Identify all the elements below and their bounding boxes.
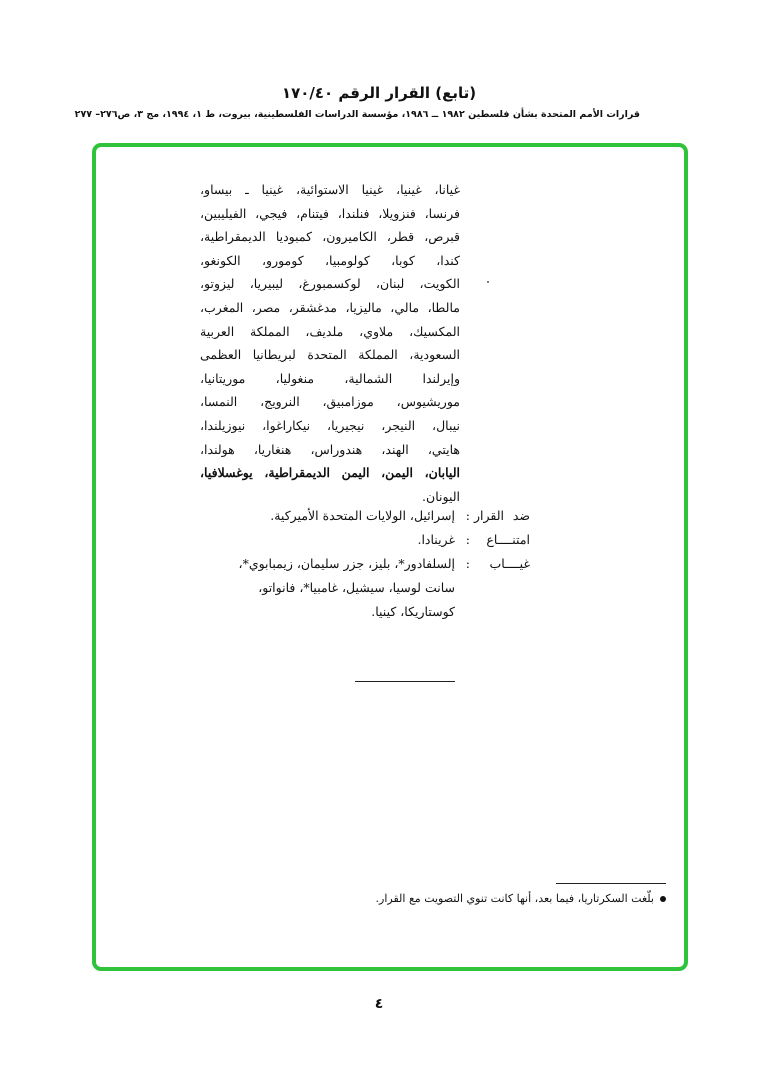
country-line: قبرص، قطر، الكاميرون، كمبوديا الديمقراطية، xyxy=(200,229,460,245)
footnote xyxy=(376,892,666,905)
colon: : xyxy=(465,532,470,547)
country-line: نيبال، النيجر، نيجيريا، نيكاراغوا، نيوزيلندا، xyxy=(200,417,460,433)
country-line: مالطا، مالي، ماليزيا، مدغشقر، مصر، المغرب، xyxy=(200,299,460,315)
country-line: وإيرلندا الشمالية، منغوليا، موريتانيا، xyxy=(200,370,460,386)
footnote-divider xyxy=(556,883,666,884)
country-line: فرنسا، فنزويلا، فنلندا، فيتنام، فيجي، الفيليبين، xyxy=(200,205,460,221)
absent-label: غيــــاب xyxy=(489,556,530,571)
country-line: السعودية، المملكة المتحدة لبريطانيا العظمى xyxy=(200,347,460,363)
colon: : xyxy=(465,556,470,571)
abstain-row xyxy=(200,532,530,556)
bullet-icon xyxy=(660,896,666,902)
country-line: اليابان، اليمن، اليمن الديمقراطية، يوغسلافيا، xyxy=(200,465,460,481)
country-line: موريشيوس، موزامبيق، النرويج، النمسا، xyxy=(200,394,460,410)
colon: : xyxy=(465,508,470,523)
country-line: الكويت، لبنان، لوكسمبورغ، ليبيريا، ليزوتو، xyxy=(200,276,460,292)
page-title: (تابع) القرار الرقم ١٧٠/٤٠ xyxy=(281,84,477,102)
against-row xyxy=(200,508,530,532)
source-citation: قرارات الأمم المتحدة بشأن فلسطين ١٩٨٢ ــ ١٩٨٦، مؤسسة الدراسات الفلسطينية، بيروت، ط ١، ١٩٩٤، مج ٣، ص٢٧٦– ٢٧٧ xyxy=(74,109,640,120)
absent-line-3: كوستاريكا، كينيا. xyxy=(371,604,455,619)
page-number: ٤ xyxy=(374,996,384,1012)
absent-line-2: سانت لوسيا، سيشيل، غامبيا*، فانواتو، xyxy=(258,580,455,595)
section-divider xyxy=(355,681,455,682)
abstain-value: غرينادا. xyxy=(417,532,455,547)
country-line: اليونان. xyxy=(422,488,460,504)
absent-value: إلسلفادور*، بليز، جزر سليمان، زيمبابوي*، xyxy=(238,556,455,571)
abstain-label: امتنــــاع xyxy=(486,532,530,547)
absent-row xyxy=(200,556,530,580)
stray-dot xyxy=(487,281,489,283)
country-line: المكسيك، ملاوي، ملديف، المملكة العربية xyxy=(200,323,460,339)
country-line: هايتي، الهند، هندوراس، هنغاريا، هولندا، xyxy=(200,441,460,457)
country-list xyxy=(200,178,460,508)
country-line: غيانا، غينيا، غينيا الاستوائية، غينيا ـ بيساو، xyxy=(200,182,460,197)
country-line: كندا، كوبا، كولومبيا، كومورو، الكونغو، xyxy=(200,252,460,268)
footnote-text: بلّغت السكرتاريا، فيما بعد، أنها كانت تنوي التصويت مع القرار. xyxy=(375,892,654,905)
against-label: ضد القرار xyxy=(474,508,530,523)
against-value: إسرائيل، الولايات المتحدة الأميركية. xyxy=(270,508,455,523)
